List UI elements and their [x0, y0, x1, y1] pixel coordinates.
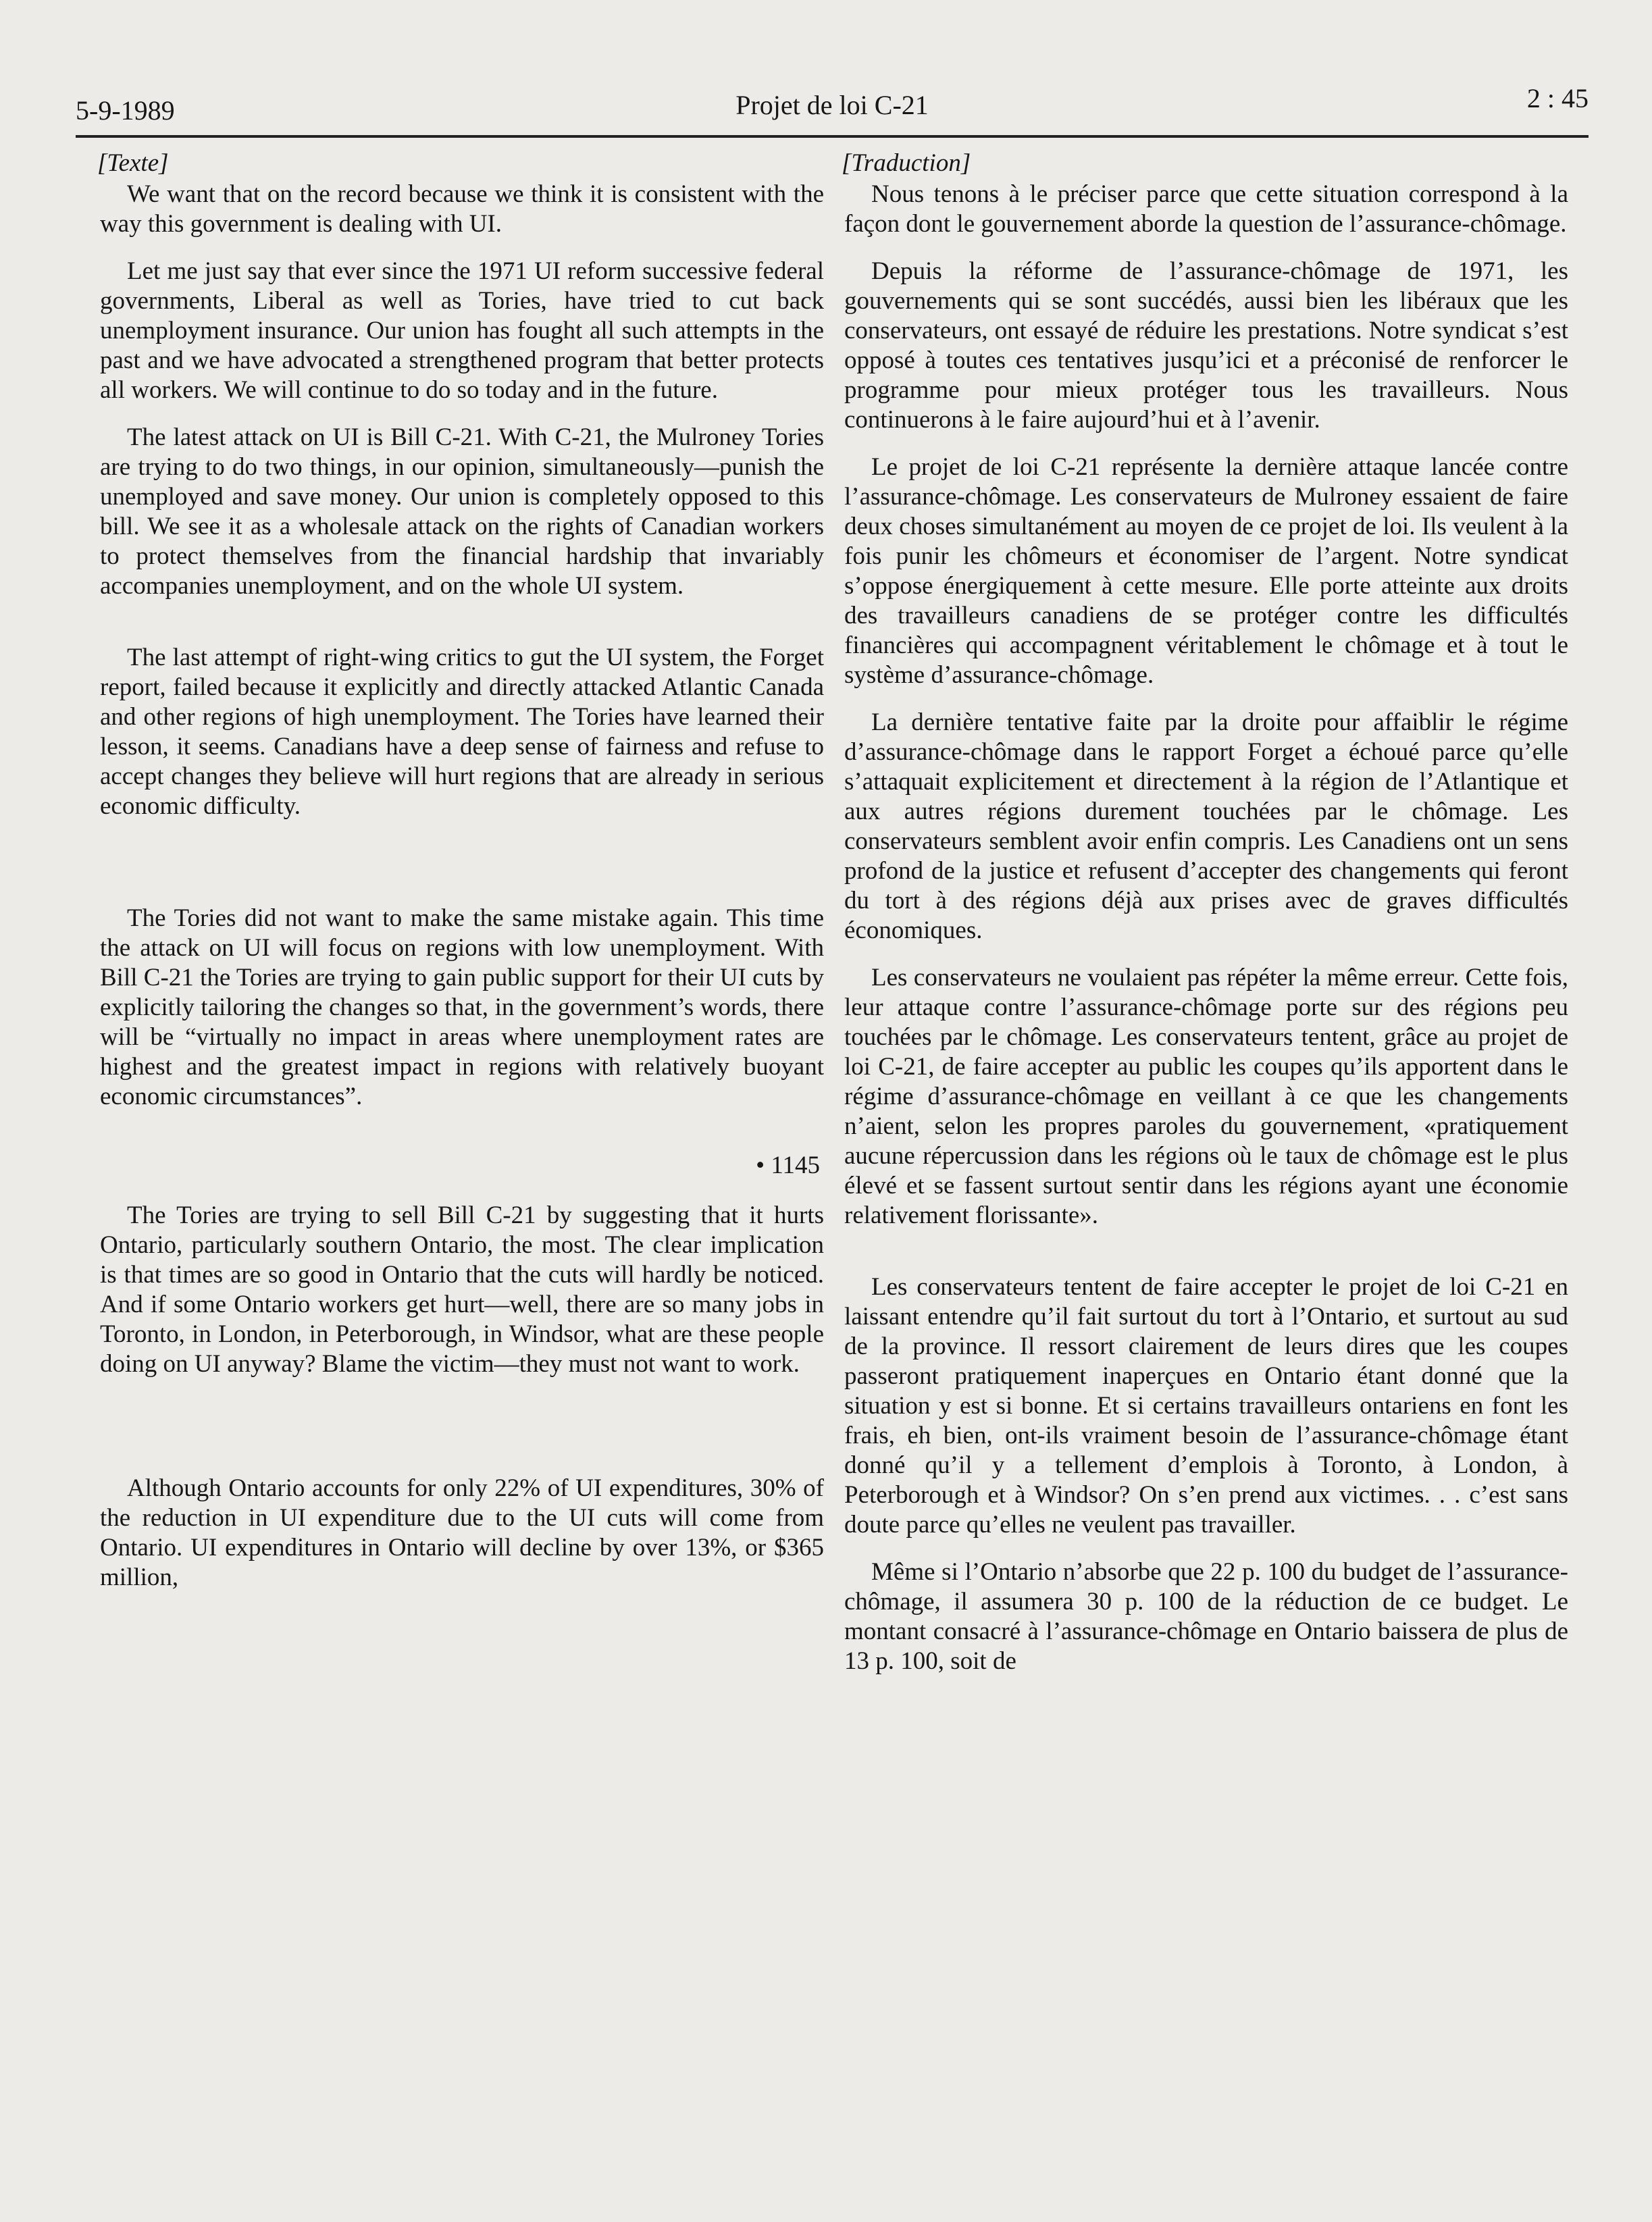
english-paragraph-3: The latest attack on UI is Bill C-21. With C-21, the Mulroney Tories are trying to do two things, in our opinion, simultaneously—punish the unemployed and save money. Our union is completely opposed to this bill. We see it as a wholesale attack on the rights of Canadian workers to protect themselves from the financial hardship that invariably accompanies unemployment, and on the whole UI system.	[100, 423, 824, 600]
french-paragraph-3: Le projet de loi C-21 représente la dernière attaque lancée contre l’assurance-chômage. Les conservateurs de Mulroney essaient de faire deux choses simultanément au moyen de ce projet de loi. Ils veulent à la fois punir les chômeurs et économiser de l’argent. Notre syndicat s’oppose énergiquement à cette mesure. Elle porte atteinte aux droits des travailleurs canadiens de se protéger contre les difficultés financières qui accompagnent véritablement le chômage et à tout le système d’assurance-chômage.	[844, 453, 1568, 689]
english-paragraph-6: The Tories are trying to sell Bill C-21 by suggesting that it hurts Ontario, particularly southern Ontario, the most. The clear implication is that times are so good in Ontario that the cuts will hardly be noticed. And if some Ontario workers get hurt—well, there are so many jobs in Toronto, in London, in Peterborough, in Windsor, what are these people doing on UI anyway? Blame the victim—they must not want to work.	[100, 1202, 824, 1378]
english-paragraph-2: Let me just say that ever since the 1971 UI reform successive federal governments, Liberal as well as Tories, have tried to cut back unemployment insurance. Our union has fought all such attempts in the past and we have advocated a strengthened program that better protects all workers. We will continue to do so today and in the future.	[100, 257, 824, 404]
french-paragraph-7: Même si l’Ontario n’absorbe que 22 p. 100 du budget de l’assurance-chômage, il assumera 30 p. 100 de la réduction de ce budget. Le montant consacré à l’assurance-chômage en Ontario baissera de plus de 13 p. 100, soit de	[844, 1558, 1568, 1675]
header-title: Projet de loi C-21	[735, 90, 929, 120]
time-marker: • 1145	[756, 1152, 820, 1179]
english-paragraph-5: The Tories did not want to make the same mistake again. This time the attack on UI will focus on regions with low unemployment. With Bill C-21 the Tories are trying to gain public support for their UI cuts by explicitly tailoring the changes so that, in the government’s words, there will be “virtually no impact in areas where unemployment rates are highest and the greatest impact in regions with relatively buoyant economic circumstances”.	[100, 904, 824, 1110]
french-column	[844, 149, 1568, 1676]
english-paragraph-1: We want that on the record because we think it is consistent with the way this government is dealing with UI.	[100, 180, 824, 238]
header-page-number: 2 : 45	[1526, 83, 1589, 113]
french-paragraph-1: Nous tenons à le préciser parce que cette situation correspond à la façon dont le gouvernement aborde la question de l’assurance-chômage.	[844, 180, 1568, 238]
french-paragraph-5: Les conservateurs ne voulaient pas répéter la même erreur. Cette fois, leur attaque contre l’assurance-chômage porte sur des régions peu touchées par le chômage. Les conservateurs tentent, grâce au projet de loi C-21, de faire accepter au public les coupes qu’ils apportent dans le régime d’assurance-chômage en veillant à ce que les changements n’aient, selon les propres paroles du gouvernement, «pratiquement aucune répercussion dans les régions où le taux de chômage est le plus élevé et se fassent surtout sentir dans les régions ayant une économie relativement florissante».	[844, 964, 1568, 1229]
french-paragraph-6: Les conservateurs tentent de faire accepter le projet de loi C-21 en laissant entendre qu’il fait surtout du tort à l’Ontario, et surtout au sud de la province. Il ressort clairement de leurs dires que les coupes passeront pratiquement inaperçues en Ontario étant donné que la situation y est si bonne. Et si certains travailleurs ontariens en font les frais, eh bien, ont-ils vraiment besoin de l’assurance-chômage étant donné qu’il y a tellement d’emplois à Toronto, à London, à Peterborough et à Windsor? On s’en prend aux victimes. . . c’est sans doute parce qu’elles ne veulent pas travailler.	[844, 1273, 1568, 1539]
english-column-label: [Texte]	[97, 149, 169, 177]
header-date: 5-9-1989	[76, 95, 175, 126]
english-paragraph-7: Although Ontario accounts for only 22% of UI expenditures, 30% of the reduction in UI expenditure due to the UI cuts will come from Ontario. UI expenditures in Ontario will decline by over 13%, or $365 million,	[100, 1474, 824, 1591]
english-column	[97, 149, 824, 1593]
french-paragraph-2: Depuis la réforme de l’assurance-chômage de 1971, les gouvernements qui se sont succédés, aussi bien les libéraux que les conservateurs, ont essayé de réduire les prestations. Notre syndicat s’est opposé à toutes ces tentatives jusqu’ici et a préconisé de renforcer le programme pour mieux protéger tous les travailleurs. Nous continuerons à le faire aujourd’hui et à l’avenir.	[844, 257, 1568, 434]
english-paragraph-4: The last attempt of right-wing critics to gut the UI system, the Forget report, failed because it explicitly and directly attacked Atlantic Canada and other regions of high unemployment. The Tories have learned their lesson, it seems. Canadians have a deep sense of fairness and refuse to accept changes they believe will hurt regions that are already in serious economic difficulty.	[100, 644, 824, 820]
french-paragraph-4: La dernière tentative faite par la droite pour affaiblir le régime d’assurance-chômage dans le rapport Forget a échoué parce qu’elle s’attaquait explicitement et directement à la région de l’Atlantique et aux autres régions durement touchées par le chômage. Les conservateurs semblent avoir enfin compris. Les Canadiens ont un sens profond de la justice et refusent d’accepter des changements qui feront du tort à des régions déjà aux prises avec de graves difficultés économiques.	[844, 708, 1568, 944]
french-column-label: [Traduction]	[842, 149, 971, 177]
header-rule	[76, 135, 1589, 138]
page-header	[76, 81, 1589, 135]
